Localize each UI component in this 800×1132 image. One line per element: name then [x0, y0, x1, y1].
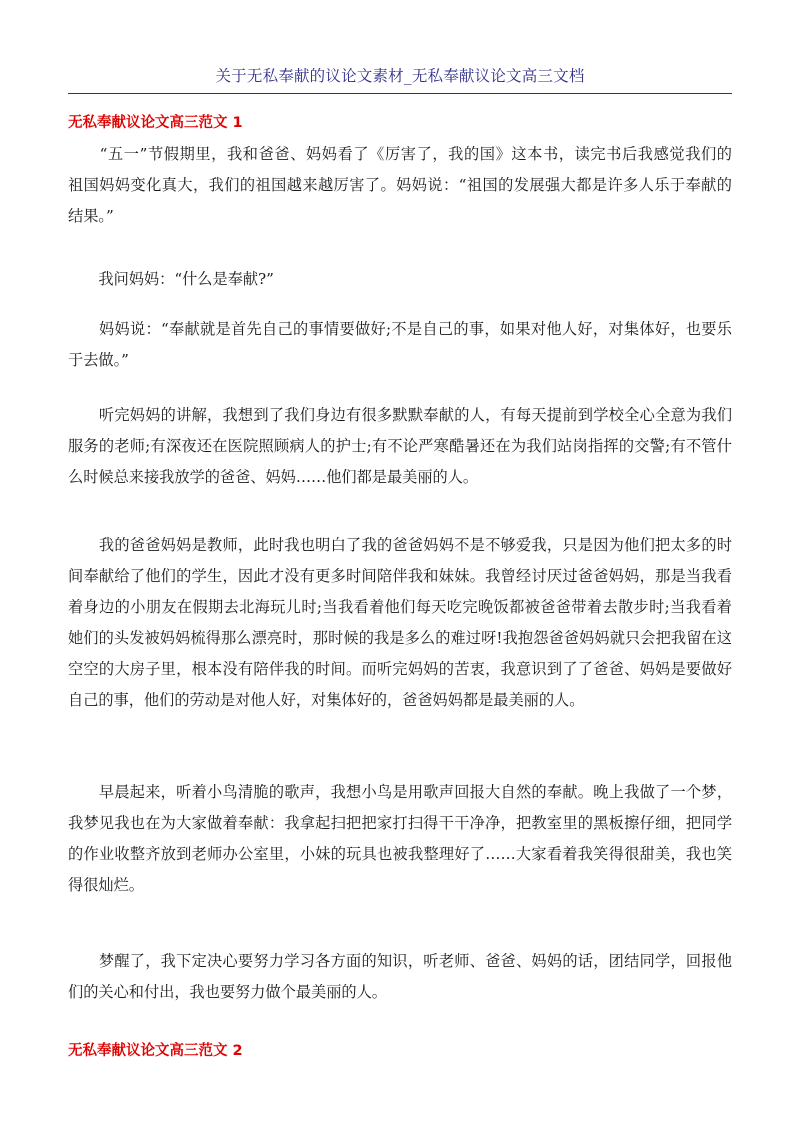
text-line: 空空的大房子里，根本没有陪伴我的时间。而听完妈妈的苦衷，我意识到了了爸爸、妈妈是要做好 — [68, 660, 732, 678]
text-line: 她们的头发被妈妈梳得那么漂亮时，那时候的我是多么的难过呀!我抱怨爸爸妈妈就只会把我留在这 — [68, 629, 732, 647]
text-line: 妈妈说：“奉献就是首先自己的事情要做好;不是自己的事，如果对他人好，对集体好，也要乐 — [68, 320, 732, 338]
paragraph-2 — [68, 264, 732, 295]
paragraph-6 — [68, 777, 732, 901]
text-line: 听完妈妈的讲解，我想到了我们身边有很多默默奉献的人，有每天提前到学校全心全意为我们 — [68, 406, 732, 424]
text-line: 我问妈妈：“什么是奉献?” — [68, 270, 274, 288]
text-line: 们的关心和付出，我也要努力做个最美丽的人。 — [68, 983, 387, 1001]
paragraph-4 — [68, 400, 732, 493]
text-line: 自己的事，他们的劳动是对他人好，对集体好的，爸爸妈妈都是最美丽的人。 — [68, 691, 585, 709]
text-line: 早晨起来，听着小鸟清脆的歌声，我想小鸟是用歌声回报大自然的奉献。晚上我做了一个梦， — [68, 783, 732, 801]
text-line: 祖国妈妈变化真大，我们的祖国越来越厉害了。妈妈说：“祖国的发展强大都是许多人乐于奉献的 — [68, 176, 732, 194]
paragraph-3 — [68, 314, 732, 376]
text-line: 的作业收整齐放到老师办公室里，小妹的玩具也被我整理好了……大家看着我笑得很甜美，我也笑 — [68, 845, 732, 863]
paragraph-7 — [68, 946, 732, 1008]
text-line: “五一”节假期里，我和爸爸、妈妈看了《厉害了，我的国》这本书，读完书后我感觉我们的 — [68, 145, 732, 163]
text-line: 我梦见我也在为大家做着奉献：我拿起扫把把家打扫得干干净净，把教室里的黑板擦仔细，把同学 — [68, 814, 732, 832]
page-header: 关于无私奉献的议论文素材_无私奉献议论文高三文档 — [215, 67, 585, 85]
text-line: 于去做。” — [68, 351, 129, 369]
paragraph-5 — [68, 530, 732, 716]
header-rule — [68, 93, 732, 94]
text-line: 梦醒了，我下定决心要努力学习各方面的知识，听老师、爸爸、妈妈的话，团结同学，回报他 — [68, 952, 732, 970]
text-line: 么时候总来接我放学的爸爸、妈妈……他们都是最美丽的人。 — [68, 468, 479, 486]
paragraph-1 — [68, 139, 732, 232]
text-line: 间奉献给了他们的学生，因此才没有更多时间陪伴我和妹妹。我曾经讨厌过爸爸妈妈，那是当我看 — [68, 567, 732, 585]
text-line: 得很灿烂。 — [68, 876, 144, 894]
text-line: 着身边的小朋友在假期去北海玩儿时;当我看着他们每天吃完晚饭都被爸爸带着去散步时;当我看着 — [68, 598, 732, 616]
text-line: 我的爸爸妈妈是教师，此时我也明白了我的爸爸妈妈不是不够爱我，只是因为他们把太多的时 — [68, 536, 732, 554]
section-heading-2: 无私奉献议论文高三范文 2 — [68, 1043, 243, 1059]
text-line: 结果。” — [68, 207, 114, 225]
section-heading-1: 无私奉献议论文高三范文 1 — [68, 115, 243, 131]
text-line: 服务的老师;有深夜还在医院照顾病人的护士;有不论严寒酷暑还在为我们站岗指挥的交警;有不管什 — [68, 437, 732, 455]
